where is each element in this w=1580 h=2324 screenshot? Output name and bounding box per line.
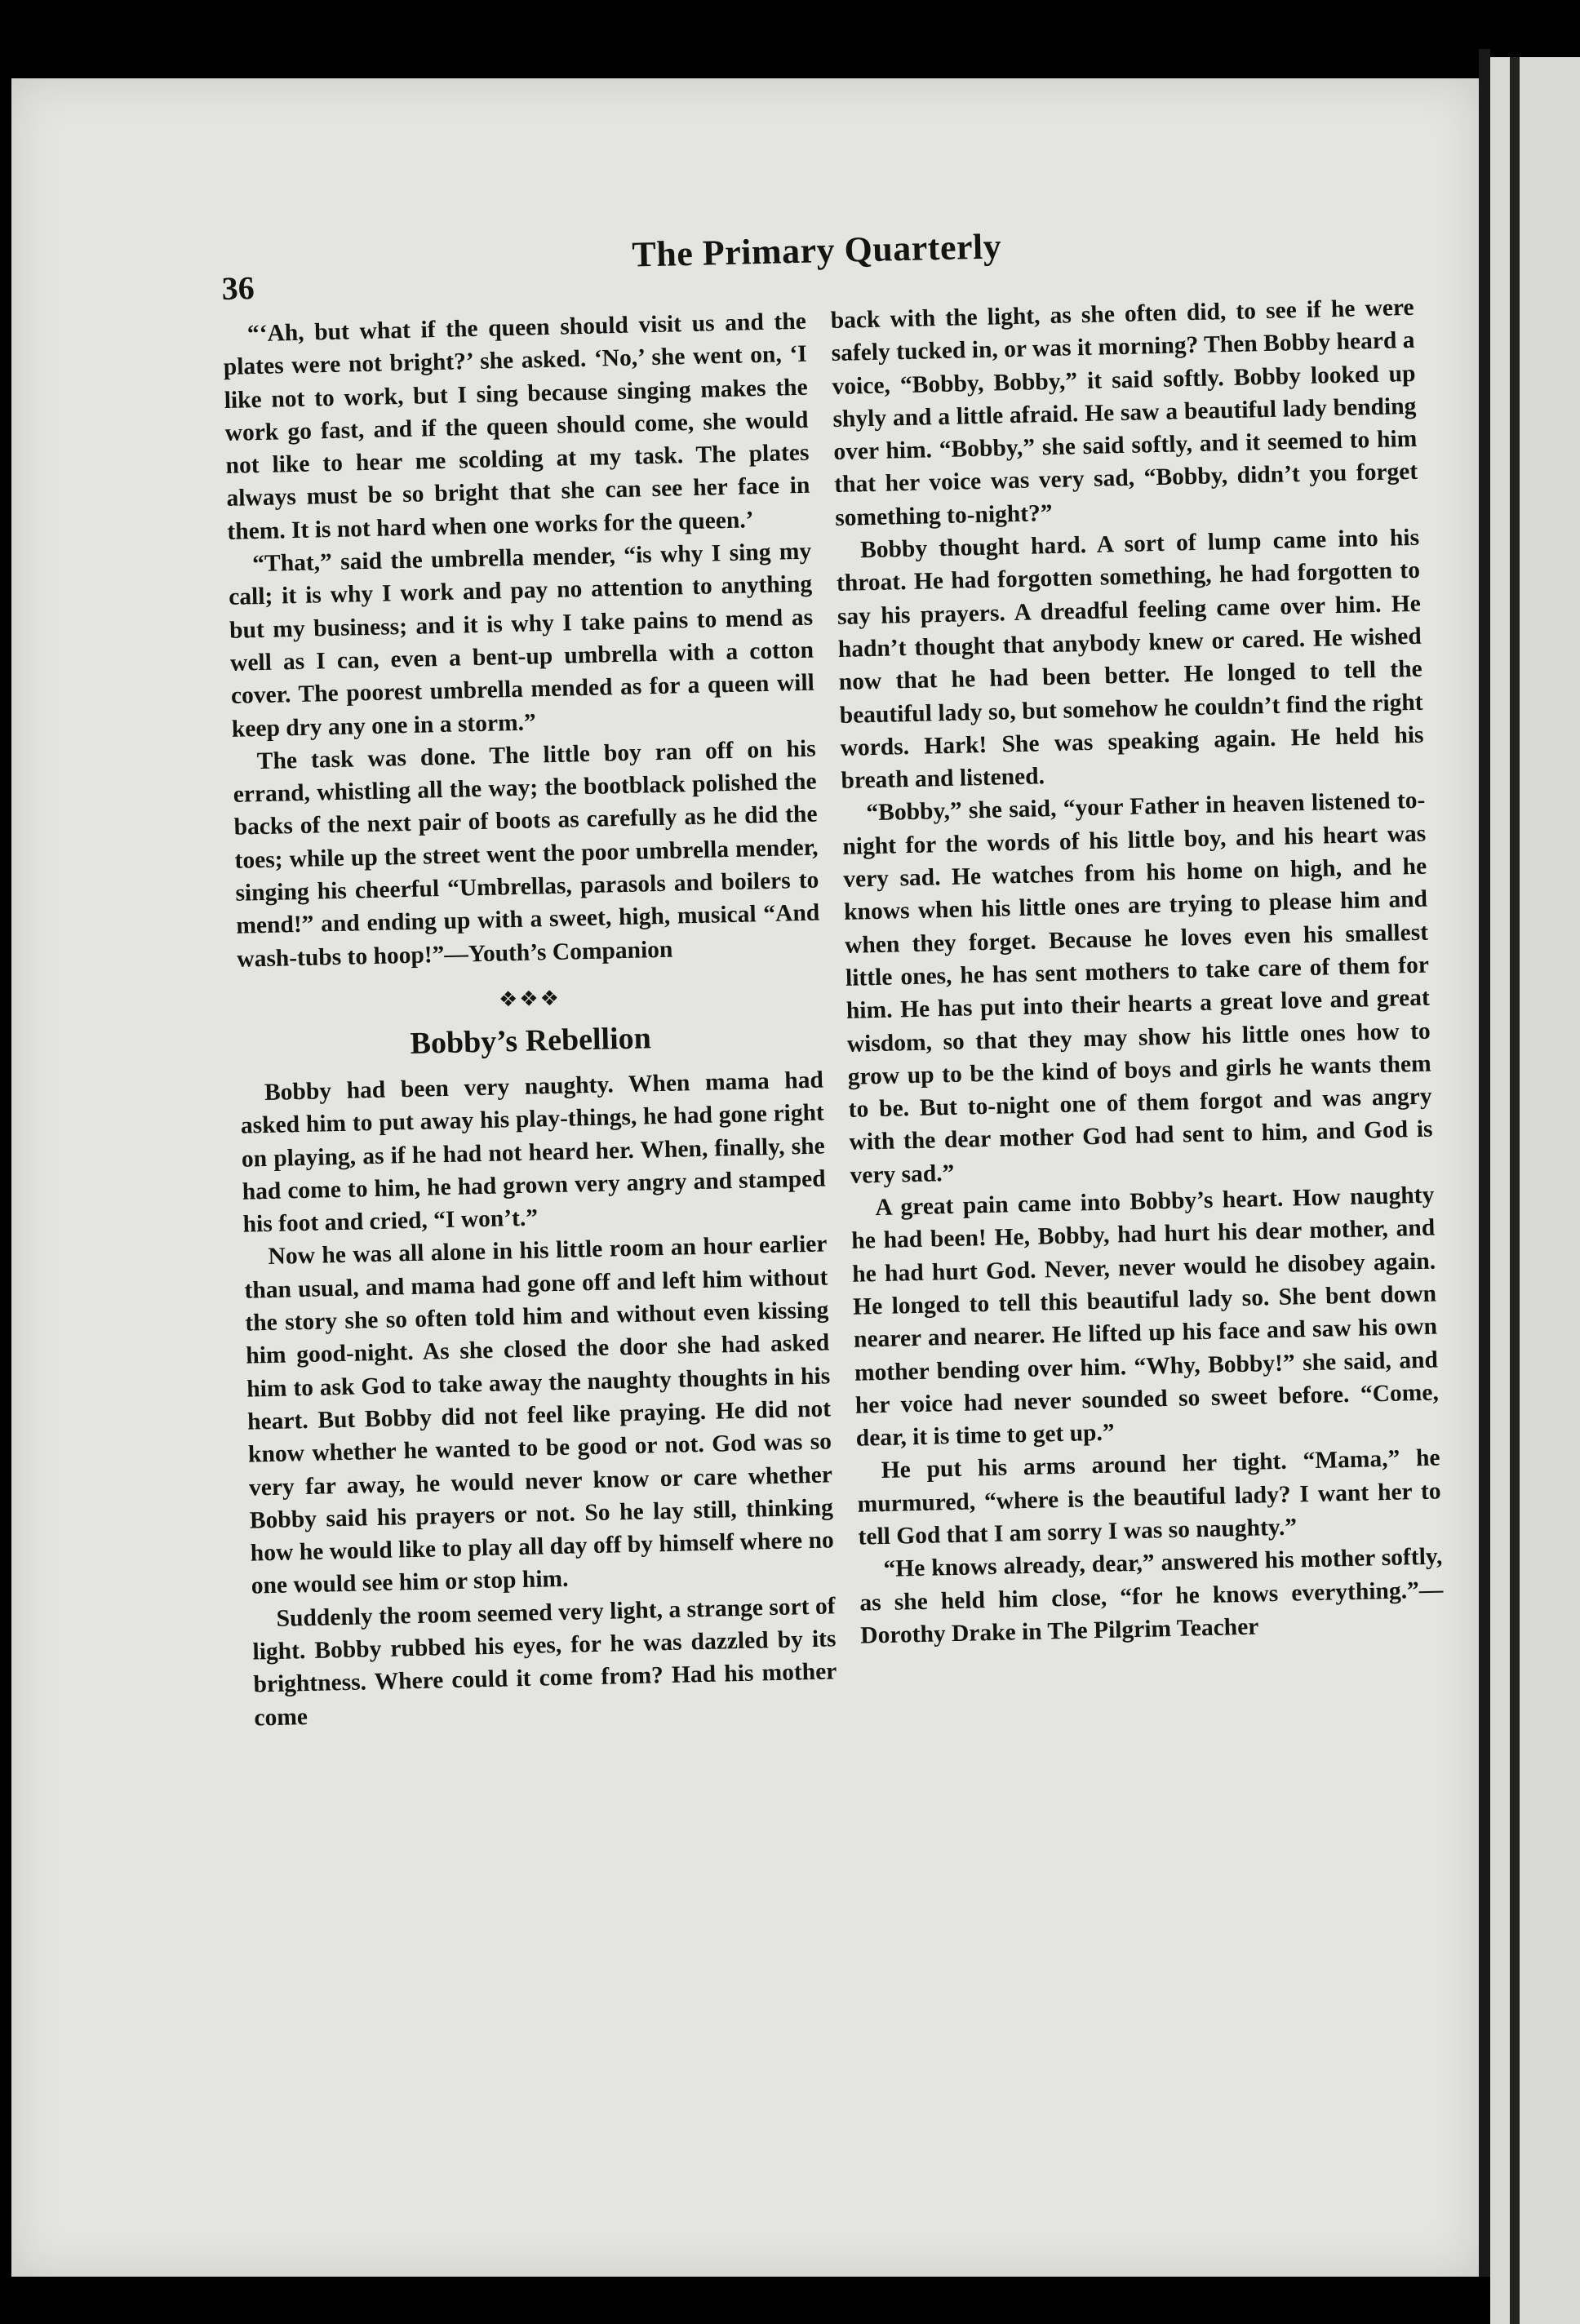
paragraph: A great pain came into Bobby’s heart. How naughty he had been! He, Bobby, had hurt his dear mother, and he had hurt God. Never, never would he disobey again. He longed to tell this beautiful lady so. She bent down nearer and nearer. He lifted up his face and saw his own mother bending over him. “Why, Bobby!” she said, and her voice had never sounded so sweet before. “Come, dear, it is time to get up.” xyxy=(850,1182,1440,1452)
paragraph: He put his arms around her tight. “Mama,” he murmured, “where is the beautiful lady? I want her to tell God that I am sorry I was so naughty.” xyxy=(857,1444,1441,1550)
paragraph: Suddenly the room seemed very light, a strange sort of light. Bobby rubbed his eyes, for he was dazzled by its brightness. Where could it come from? Had his mother come xyxy=(252,1593,837,1732)
adjacent-page-strip xyxy=(1490,57,1580,2324)
paragraph: “‘Ah, but what if the queen should visit us and the plates were not bright?’ she asked. ‘No,’ she went on, ‘I like not to work, but I sing because singing makes the work go fast, and if the queen should come, she would not like to hear me scolding at my task. The plates always must be so bright that she can see her face in them. It is not hard when one works for the queen.’ xyxy=(223,308,810,545)
running-title: The Primary Quarterly xyxy=(631,226,1002,275)
paragraph: “Bobby,” she said, “your Father in heaven listened to-night for the words of his little boy, and his heart was very sad. He watches from his home on high, and he knows when his little ones are trying to please him and when they forget. Because he loves even his smallest little ones, he has sent mothers to take care of them for him. He has put into their hearts a great love and great wisdom, so that they may show his little ones how to grow up to be the kind of boys and girls he wants them to be. But to-night one of them forgot and was angry with the dear mother God had sent to him, and God is very sad.” xyxy=(842,787,1433,1189)
paragraph: “That,” said the umbrella mender, “is why I sing my call; it is why I work and pay no attention to anything but my business; and it is why I take pains to mend as well as I can, even a bent-up umbrella with a cotton cover. The poorest umbrella mended as for a queen will keep dry any one in a storm.” xyxy=(228,538,815,743)
paragraph: Bobby thought hard. A sort of lump came into his throat. He had forgotten something, he had forgotten to say his prayers. A dreadful feeling came over him. He hadn’t thought that anybody knew or cared. He wished now that he had been better. He longed to tell the beautiful lady so, but somehow he couldn’t find the right words. Hark! She was speaking again. He held his breath and listened. xyxy=(836,524,1424,795)
section-ornament: ❖❖❖ xyxy=(498,986,561,1012)
right-column xyxy=(830,291,1445,1721)
paragraph: The task was done. The little boy ran off on his errand, whistling all the way; the bootblack polished the backs of the next pair of boots as carefully as he did the toes; while up the street went the poor umbrella mender, singing his cheerful “Umbrellas, parasols and boilers to mend!” and ending up with a sweet, high, musical “And wash-tubs to hoop!”—Youth’s Companion xyxy=(233,735,820,973)
section-title: Bobby’s Rebellion xyxy=(410,1021,652,1061)
page-content xyxy=(220,202,1454,2105)
left-column xyxy=(222,305,837,1735)
page-gutter-edge xyxy=(1479,49,1490,2277)
paragraph: Bobby had been very naughty. When mama had asked him to put away his play-things, he had gone right on playing, as if he had not heard her. When, finally, she had come to him, he had grown very angry and stamped his foot and cried, “I won’t.” xyxy=(240,1067,826,1238)
text-columns xyxy=(222,291,1445,1735)
paragraph: back with the light, as she often did, to see if he were safely tucked in, or was it morning? Then Bobby heard a voice, “Bobby, Bobby,” it said softly. Bobby looked up shyly and a little afraid. He saw a beautiful lady bending over him. “Bobby,” she said softly, and it seemed to him that her voice was very sad, “Bobby, didn’t you forget something to-night?” xyxy=(830,294,1418,531)
paragraph: “He knows already, dear,” answered his mother softly, as she held him close, “for he knows everything.”—Dorothy Drake in The Pilgrim Teacher xyxy=(859,1543,1444,1649)
page-number: 36 xyxy=(221,269,255,307)
paragraph: Now he was all alone in his little room an hour earlier than usual, and mama had gone off and left him without the story she so often told him and without even kissing him good-night. As she closed the door she had asked him to ask God to take away the naughty thoughts in his heart. But Bobby did not feel like praying. He did not know whether he wanted to be good or not. God was so very far away, he would never know or care whether Bobby said his prayers or not. So he lay still, thinking how he would like to play all day off by himself where no one would see him or stop him. xyxy=(244,1231,835,1599)
adjacent-page-border xyxy=(1510,57,1520,2324)
